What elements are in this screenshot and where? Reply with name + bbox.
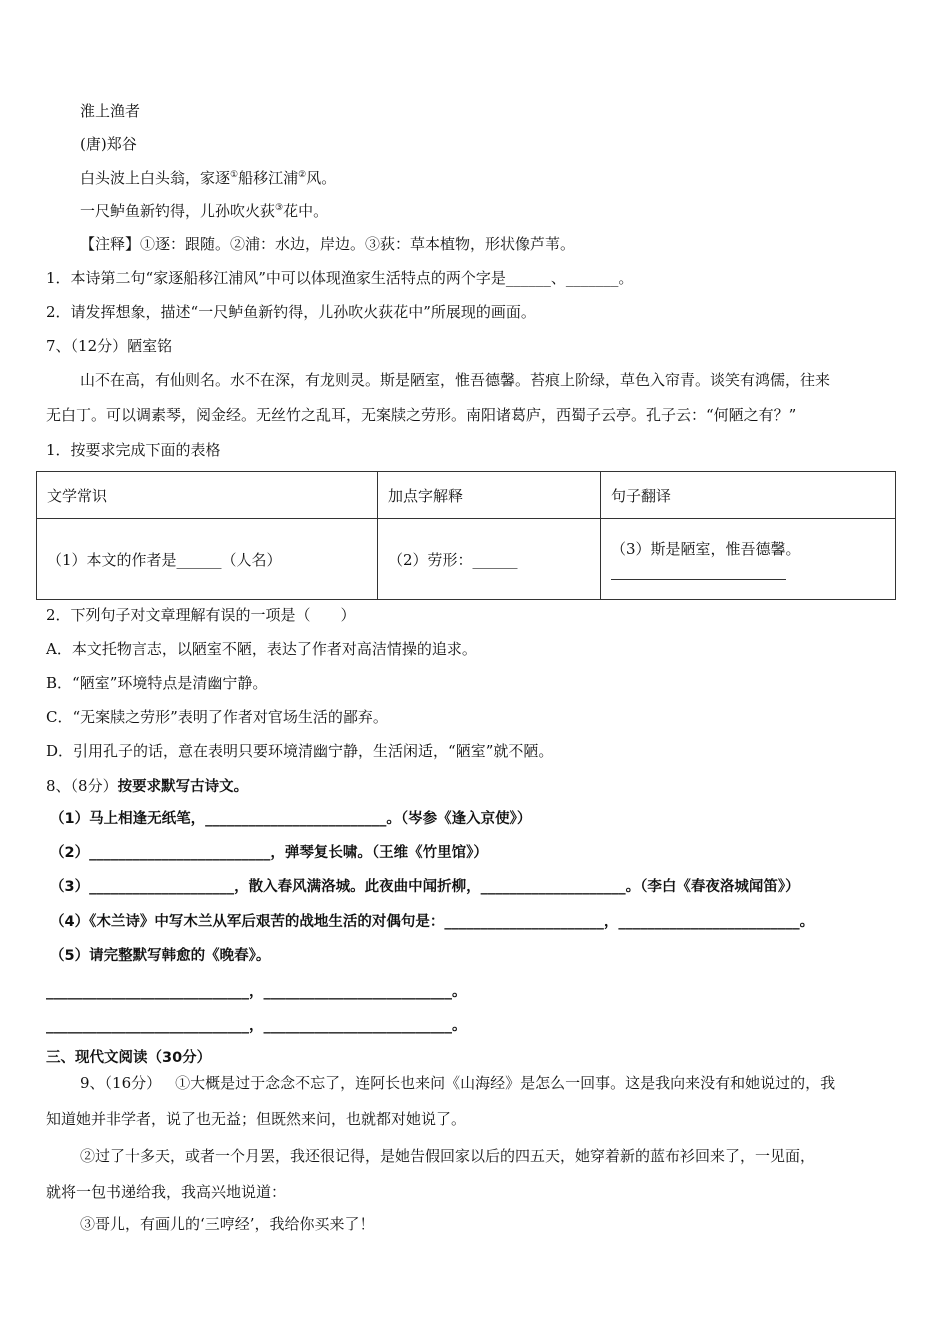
table-header-translation: 句子翻译 [601, 472, 896, 519]
q9-paragraph-2-line-1: ②过了十多天，或者一个月罢，我还很记得，是她告假回家以后的四五天，她穿着新的蓝布衫回来了，一见面， [80, 1147, 816, 1165]
table-header-word-explanation: 加点字解释 [378, 472, 601, 519]
q6-question-2: 2．请发挥想象，描述“一尺鲈鱼新钓得，儿孙吹火荻花中”所展现的画面。 [46, 303, 536, 321]
option-d: D．引用孔子的话，意在表明只要环境清幽宁静，生活闲适，“陋室”就不陋。 [46, 742, 554, 760]
q8-item-3: （3）____________________，散入春风满洛城。此夜曲中闻折柳，____________________。（李白《春夜洛城闻笛》） [50, 879, 800, 895]
q8-header: 8、（8分）按要求默写古诗文。 [46, 777, 249, 795]
table-cell-translation: （3）斯是陋室，惟吾德馨。 [601, 519, 896, 600]
q7-passage-line-1: 山不在高，有仙则名。水不在深，有龙则灵。斯是陋室，惟吾德馨。苔痕上阶绿，草色入帘青。谈笑有鸿儒，往来 [80, 371, 831, 389]
table-header-literature: 文学常识 [37, 472, 378, 519]
table-cell-laoxing: （2）劳形：______ [378, 519, 601, 600]
poem-title: 淮上渔者 [80, 102, 141, 120]
section-3-title: 三、现代文阅读（30分） [46, 1050, 212, 1066]
poem-line-1: 白头波上白头翁，家逐①船移江浦②风。 [80, 169, 337, 187]
q8-item-5: （5）请完整默写韩愈的《晚春》。 [50, 948, 271, 964]
answer-table [36, 471, 896, 600]
q8-item-4: （4）《木兰诗》中写木兰从军后艰苦的战地生活的对偶句是：______________________，_________________________。 [50, 914, 815, 930]
option-a: A．本文托物言志，以陋室不陋，表达了作者对高洁情操的追求。 [46, 640, 477, 658]
q7-passage-line-2: 无白丁。可以调素琴，阅金经。无丝竹之乱耳，无案牍之劳形。南阳诸葛庐，西蜀子云亭。孔子云：“何陋之有？” [46, 406, 797, 424]
q7-header: 7、（12分）陋室铭 [46, 337, 173, 355]
q8-blank-line-2: ____________________________，__________________________。 [46, 1018, 467, 1034]
q8-blank-line-1: ____________________________，__________________________。 [46, 984, 467, 1000]
poem-line-2: 一尺鲈鱼新钓得，儿孙吹火荻③花中。 [80, 202, 329, 220]
q8-item-1: （1）马上相逢无纸笔，_________________________。（岑参《逢入京使》） [50, 811, 532, 827]
option-b: B．“陋室”环境特点是清幽宁静。 [46, 674, 268, 692]
q6-question-1: 1．本诗第二句“家逐船移江浦风”中可以体现渔家生活特点的两个字是______、_______。 [46, 269, 634, 287]
table-cell-author: （1）本文的作者是______（人名） [37, 519, 378, 600]
q9-paragraph-1-line-1: 9、（16分） ①大概是过于念念不忘了，连阿长也来问《山海经》是怎么一回事。这是我向来没有和她说过的，我 [80, 1074, 836, 1092]
q9-paragraph-2-line-2: 就将一包书递给我，我高兴地说道： [46, 1183, 287, 1201]
answer-underline [611, 565, 786, 580]
q7-question-2: 2．下列句子对文章理解有误的一项是（ ） [46, 606, 356, 624]
q9-paragraph-1-line-2: 知道她并非学者，说了也无益；但既然来问，也就都对她说了。 [46, 1110, 467, 1128]
poem-note: 【注释】①逐：跟随。②浦：水边，岸边。③荻：草本植物，形状像芦苇。 [80, 235, 576, 253]
poem-author: (唐)郑谷 [80, 135, 137, 153]
option-c: C．“无案牍之劳形”表明了作者对官场生活的鄙弃。 [46, 708, 388, 726]
q7-question-1: 1．按要求完成下面的表格 [46, 441, 221, 459]
q9-paragraph-3: ③哥儿，有画儿的‘三哼经’，我给你买来了！ [80, 1215, 375, 1233]
q8-item-2: （2）_________________________，弹琴复长啸。（王维《竹里馆》） [50, 845, 488, 861]
